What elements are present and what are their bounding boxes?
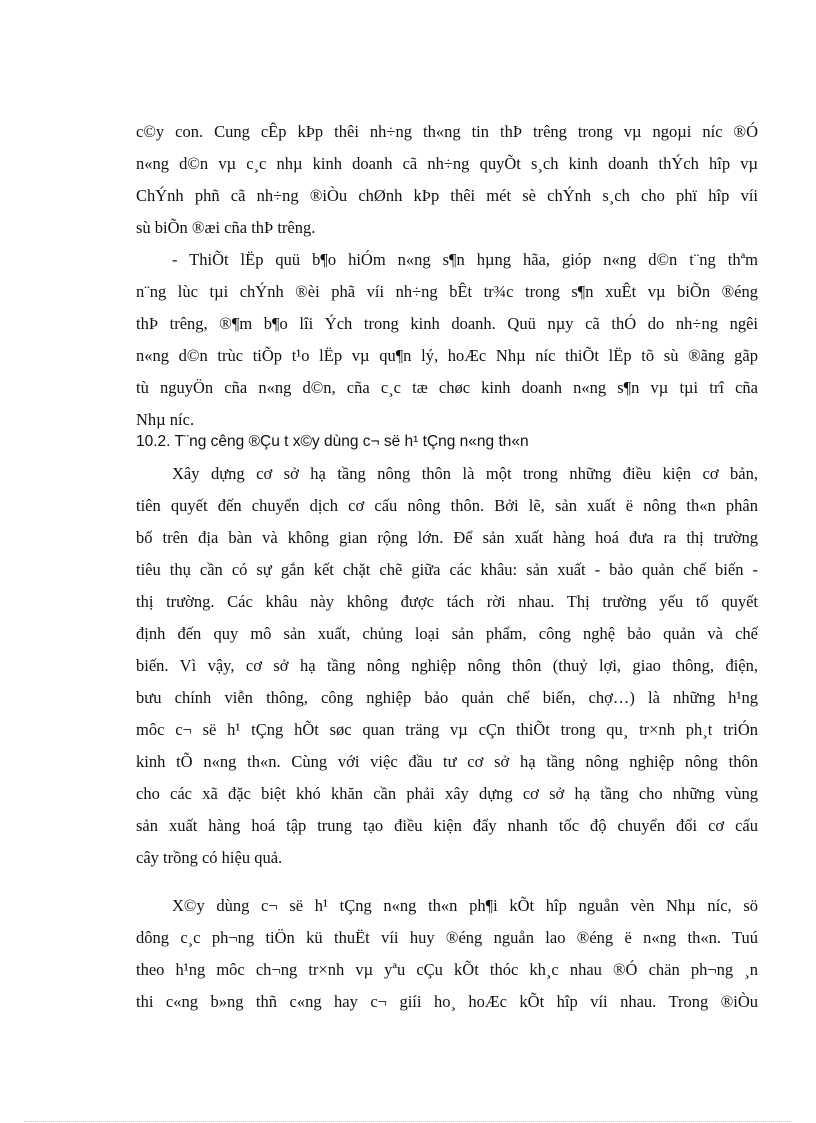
- paragraph-4-line-1: X©y dùng c¬ së h¹ tÇng n«ng th«n ph¶i kÕt hîp nguån vèn Nhµ níc, sö: [172, 896, 758, 915]
- paragraph-3-line-13: cây trồng có hiệu quả.: [136, 848, 283, 867]
- page-bottom-divider: [24, 1121, 792, 1122]
- paragraph-3-line-12: sản xuất hàng hoá tập trung tạo điều kiện đẩy nhanh tốc độ chuyển đổi cơ cấu: [136, 816, 758, 835]
- paragraph-3-line-4: tiêu thụ cần có sự gắn kết chặt chẽ giữa các khâu: sản xuất - bảo quản chế biến -: [136, 560, 758, 579]
- paragraph-3-line-10: kinh tÕ n«ng th«n. Cùng với việc đầu tư cơ sở hạ tầng nông nghiệp nông thôn: [136, 752, 758, 771]
- paragraph-2-line-4: n«ng d©n trùc tiÕp t¹o lËp vµ qu¶n lý, hoÆc Nhµ níc thiÕt lËp tõ sù ®ãng gãp: [136, 346, 758, 365]
- paragraph-3-line-3: bố trên địa bàn và không gian rộng lớn. Để sản xuất hàng hoá đưa ra thị trường: [136, 528, 758, 547]
- paragraph-3-line-1: Xây dựng cơ sở hạ tầng nông thôn là một trong những điều kiện cơ bản,: [172, 464, 758, 483]
- paragraph-3-line-6: định đến quy mô sản xuất, chủng loại sản phẩm, công nghệ bảo quản và chế: [136, 624, 758, 643]
- paragraph-1-line-4: sù biÕn ®æi cña thÞ trêng.: [136, 218, 316, 237]
- paragraph-4-line-3: theo h¹ng môc ch¬ng tr×nh vµ yªu cÇu kÕt thóc kh¸c nhau ®Ó chän ph¬ng ¸n: [136, 960, 758, 979]
- paragraph-1-line-1: c©y con. Cung cÊp kÞp thêi nh÷ng th«ng tin thÞ trêng trong vµ ngoµi níc ®Ó: [136, 122, 758, 141]
- paragraph-2-line-1: - ThiÕt lËp quü b¶o hiÓm n«ng s¶n hµng hãa, gióp n«ng d©n t¨ng thªm: [172, 250, 758, 269]
- paragraph-3-line-9: môc c¬ së h¹ tÇng hÕt søc quan träng vµ cÇn thiÕt trong qu¸ tr×nh ph¸t triÓn: [136, 720, 758, 739]
- paragraph-1-line-2: n«ng d©n vµ c¸c nhµ kinh doanh cã nh÷ng quyÕt s¸ch kinh doanh thÝch hîp vµ: [136, 154, 758, 173]
- paragraph-2-line-3: thÞ trêng, ®¶m b¶o lîi Ých trong kinh doanh. Quü nµy cã thÓ do nh÷ng ngêi: [136, 314, 758, 333]
- paragraph-1-line-3: ChÝnh phñ cã nh÷ng ®iÒu chØnh kÞp thêi mét sè chÝnh s¸ch cho phï hîp víi: [136, 186, 758, 205]
- paragraph-3-line-8: bưu chính viễn thông, công nghiệp bảo quản chế biến, chợ…) là những h¹ng: [136, 688, 758, 707]
- paragraph-2-line-2: n¨ng lùc tµi chÝnh ®èi phã víi nh÷ng bÊt tr¾c trong s¶n xuÊt vµ biÕn ®éng: [136, 282, 758, 301]
- paragraph-4-line-2: dông c¸c ph¬ng tiÖn kü thuËt víi huy ®éng nguån lao ®éng ë n«ng th«n. Tuú: [136, 928, 758, 947]
- paragraph-3-line-5: thị trường. Các khâu này không được tách rời nhau. Thị trường yếu tố quyết: [136, 592, 758, 611]
- paragraph-2-line-6: Nhµ níc.: [136, 410, 195, 429]
- paragraph-3-line-2: tiên quyết đến chuyển dịch cơ cấu nông thôn. Bởi lẽ, sản xuất ë nông th«n phân: [136, 496, 758, 515]
- paragraph-2-line-5: tù nguyÖn cña n«ng d©n, cña c¸c tæ chøc kinh doanh n«ng s¶n vµ tµi trî cña: [136, 378, 758, 397]
- section-heading: 10.2. T¨ng cêng ®Çu t x©y dùng c¬ së h¹ tÇng n«ng th«n: [136, 433, 529, 450]
- paragraph-3-line-7: biến. Vì vậy, cơ sở hạ tầng nông nghiệp nông thôn (thuỷ lợi, giao thông, điện,: [136, 656, 758, 675]
- paragraph-3-line-11: cho các xã đặc biệt khó khăn cần phải xây dựng cơ sở hạ tầng cho những vùng: [136, 784, 758, 803]
- paragraph-4-line-4: thi c«ng b»ng thñ c«ng hay c¬ giíi ho¸ hoÆc kÕt hîp víi nhau. Trong ®iÒu: [136, 992, 758, 1011]
